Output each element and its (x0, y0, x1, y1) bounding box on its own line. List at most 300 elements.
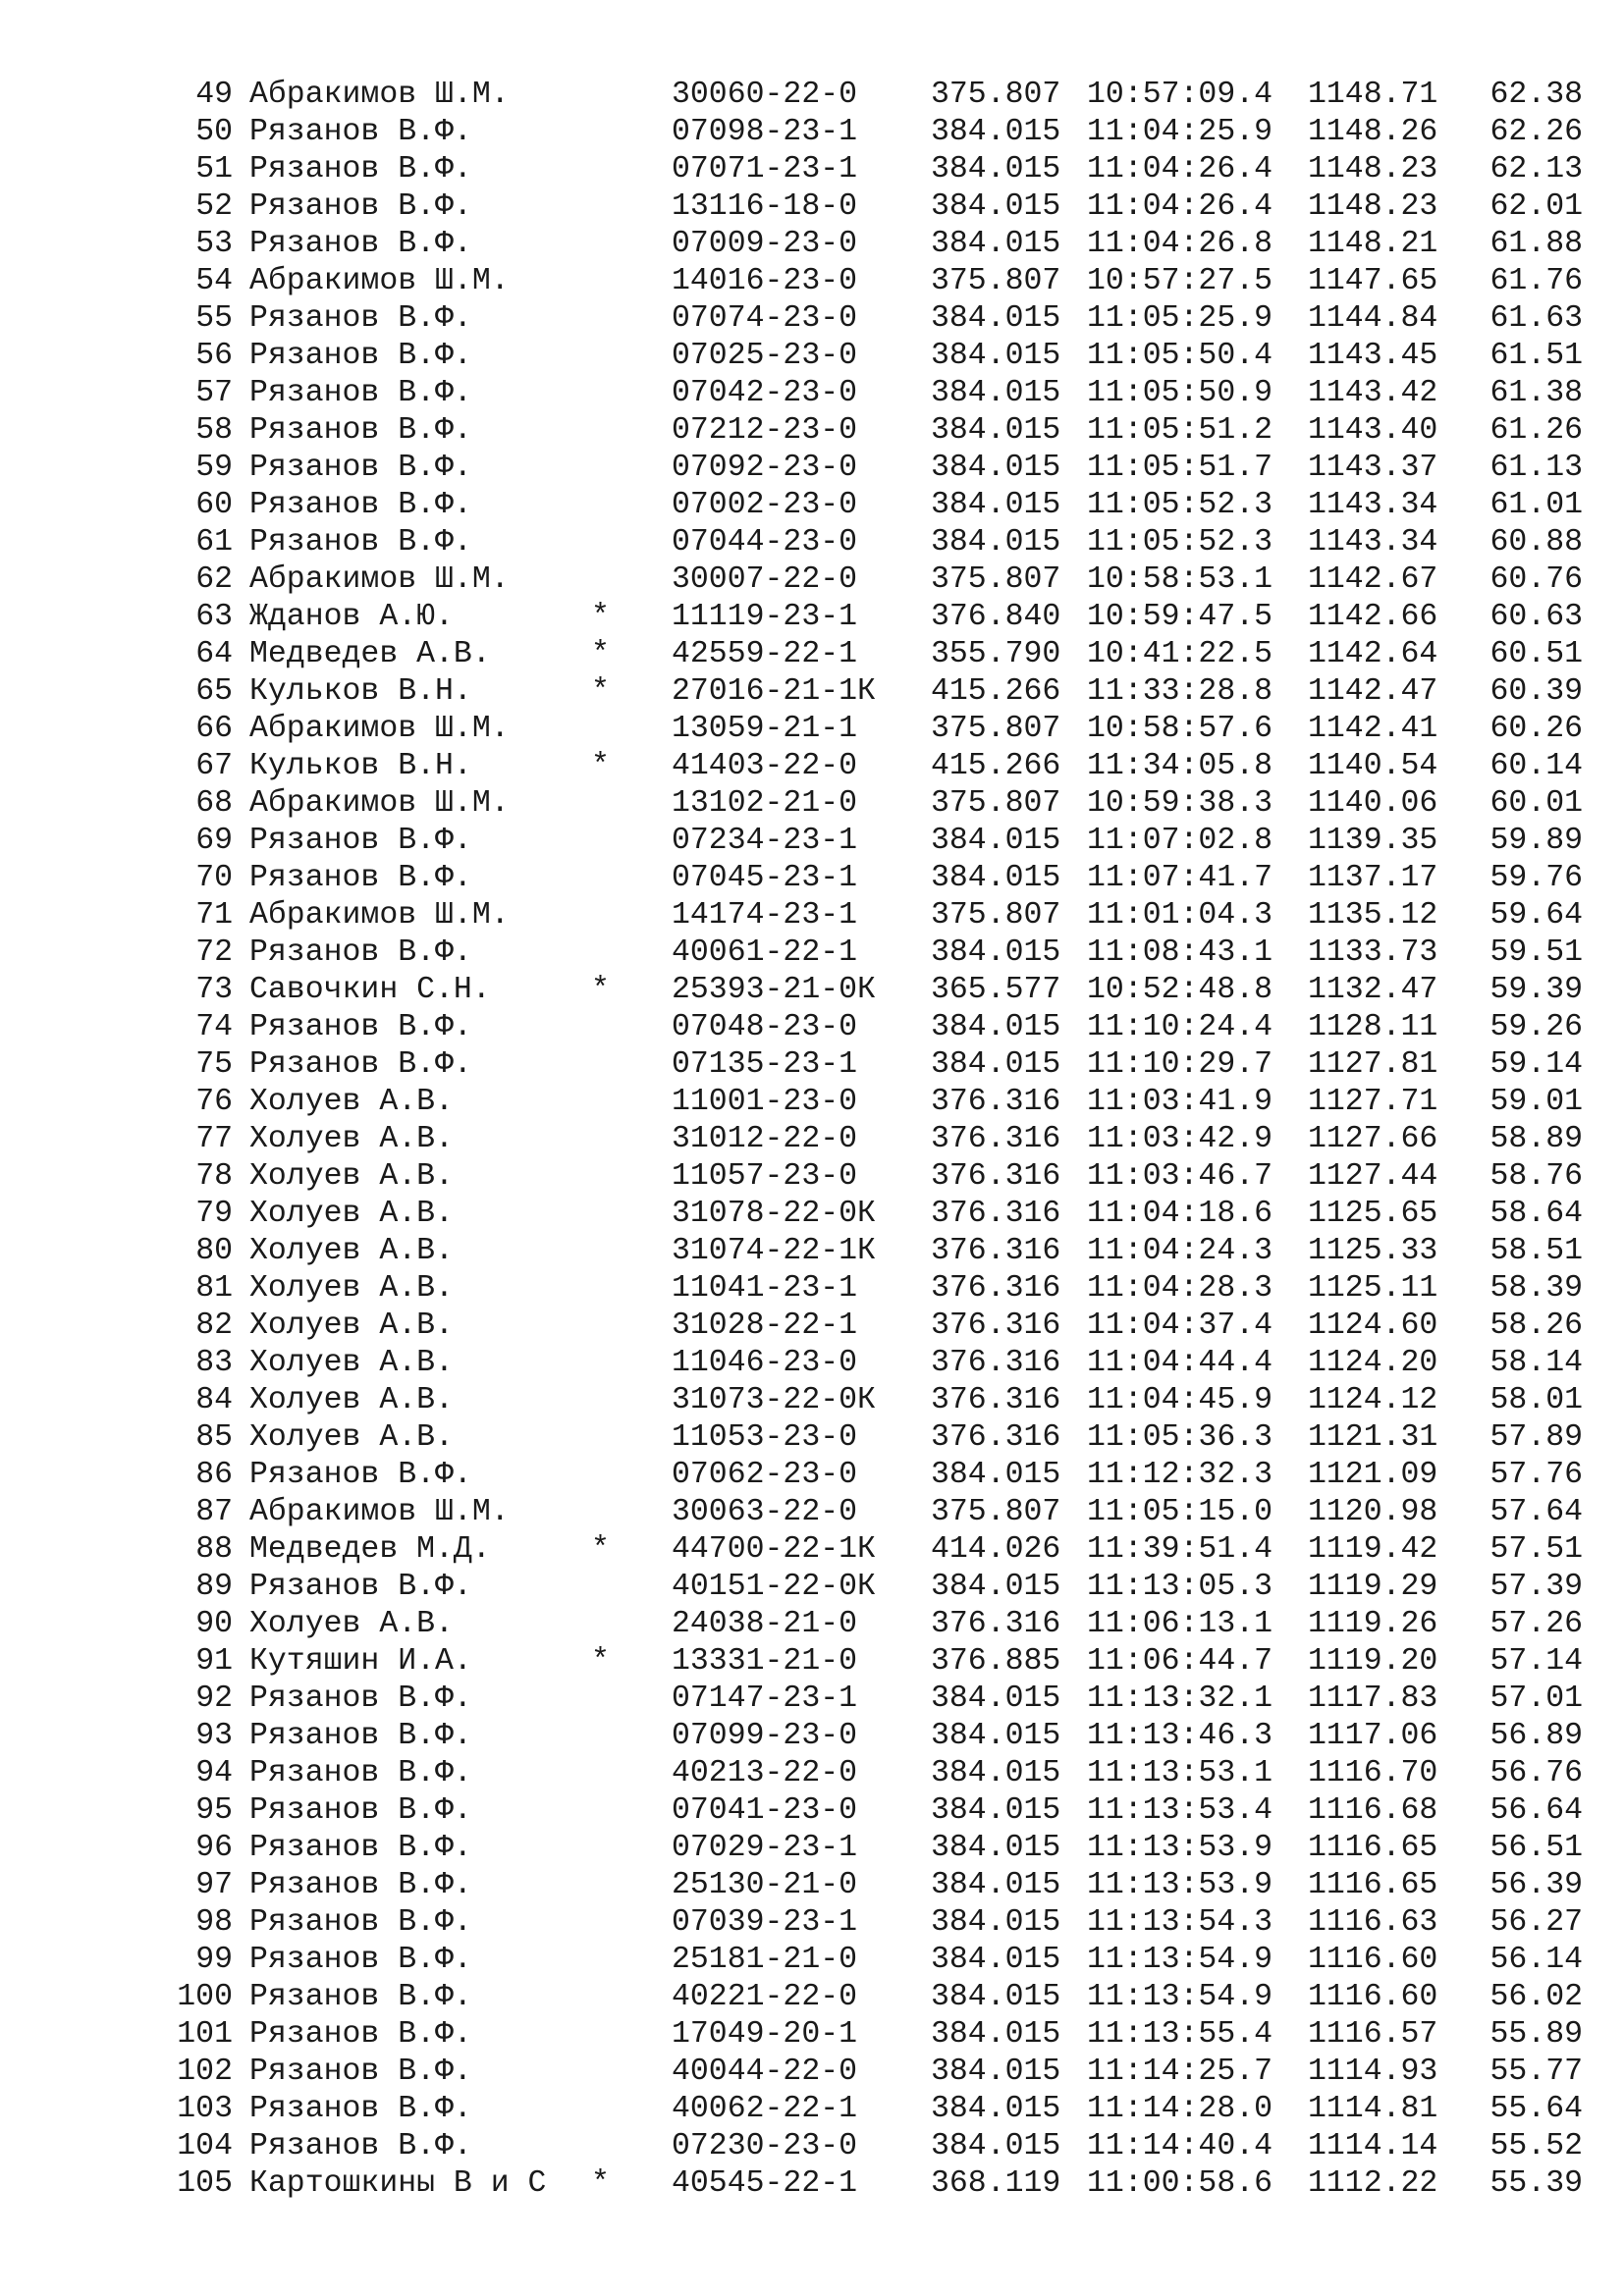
score-value: 62.26 (1489, 115, 1583, 149)
owner-name: Рязанов В.Ф. (249, 1458, 472, 1492)
distance-km: 384.015 (931, 1905, 1061, 1940)
ring-number: 07025-23-0 (672, 339, 858, 373)
place-number: 88 (195, 1532, 233, 1567)
arrival-time: 11:12:32.3 (1087, 1458, 1273, 1492)
speed-value: 1148.23 (1308, 152, 1438, 187)
distance-km: 376.316 (931, 1122, 1061, 1156)
score-value: 56.76 (1489, 1756, 1583, 1790)
speed-value: 1142.66 (1308, 600, 1438, 634)
place-number: 61 (195, 525, 233, 560)
ring-number: 14174-23-1 (672, 898, 858, 933)
arrival-time: 11:04:25.9 (1087, 115, 1273, 149)
ring-number: 25130-21-0 (672, 1868, 858, 1902)
arrival-time: 11:04:24.3 (1087, 1234, 1273, 1268)
speed-value: 1127.81 (1308, 1047, 1438, 1082)
arrival-time: 11:34:05.8 (1087, 749, 1273, 783)
arrival-time: 10:57:27.5 (1087, 264, 1273, 298)
speed-value: 1143.37 (1308, 451, 1438, 485)
place-number: 53 (195, 227, 233, 261)
distance-km: 415.266 (931, 749, 1061, 783)
owner-name: Рязанов В.Ф. (249, 1756, 472, 1790)
speed-value: 1114.93 (1308, 2055, 1438, 2089)
place-number: 86 (195, 1458, 233, 1492)
arrival-time: 11:04:18.6 (1087, 1197, 1273, 1231)
score-value: 58.01 (1489, 1383, 1583, 1417)
score-value: 61.76 (1489, 264, 1583, 298)
score-value: 61.88 (1489, 227, 1583, 261)
ring-number: 40221-22-0 (672, 1980, 858, 2014)
owner-name: Холуев А.В. (249, 1159, 454, 1194)
arrival-time: 10:59:38.3 (1087, 786, 1273, 821)
speed-value: 1142.41 (1308, 712, 1438, 746)
speed-value: 1132.47 (1308, 973, 1438, 1007)
distance-km: 384.015 (931, 339, 1061, 373)
place-number: 89 (195, 1570, 233, 1604)
place-number: 79 (195, 1197, 233, 1231)
place-number: 85 (195, 1420, 233, 1455)
ring-number: 07071-23-1 (672, 152, 858, 187)
place-number: 72 (195, 935, 233, 970)
score-value: 56.27 (1489, 1905, 1583, 1940)
distance-km: 375.807 (931, 562, 1061, 597)
arrival-time: 11:13:54.9 (1087, 1980, 1273, 2014)
arrival-time: 11:05:52.3 (1087, 525, 1273, 560)
ring-number: 07234-23-1 (672, 824, 858, 858)
ring-number: 07147-23-1 (672, 1682, 858, 1716)
arrival-time: 10:58:57.6 (1087, 712, 1273, 746)
distance-km: 384.015 (931, 1831, 1061, 1865)
place-number: 70 (195, 861, 233, 895)
owner-name: Рязанов В.Ф. (249, 2129, 472, 2163)
arrival-time: 11:13:55.4 (1087, 2017, 1273, 2052)
owner-name: Абракимов Ш.М. (249, 264, 510, 298)
owner-name: Абракимов Ш.М. (249, 562, 510, 597)
place-number: 66 (195, 712, 233, 746)
distance-km: 384.015 (931, 1458, 1061, 1492)
arrival-time: 11:05:52.3 (1087, 488, 1273, 522)
mark-asterisk: * (591, 674, 610, 709)
distance-km: 375.807 (931, 712, 1061, 746)
speed-value: 1114.14 (1308, 2129, 1438, 2163)
speed-value: 1116.70 (1308, 1756, 1438, 1790)
distance-km: 355.790 (931, 637, 1061, 671)
distance-km: 365.577 (931, 973, 1061, 1007)
place-number: 76 (195, 1085, 233, 1119)
owner-name: Рязанов В.Ф. (249, 1980, 472, 2014)
speed-value: 1121.31 (1308, 1420, 1438, 1455)
speed-value: 1139.35 (1308, 824, 1438, 858)
speed-value: 1117.06 (1308, 1719, 1438, 1753)
place-number: 50 (195, 115, 233, 149)
ring-number: 07042-23-0 (672, 376, 858, 410)
ring-number: 31028-22-1 (672, 1308, 858, 1343)
owner-name: Рязанов В.Ф. (249, 935, 472, 970)
arrival-time: 11:14:28.0 (1087, 2092, 1273, 2126)
owner-name: Холуев А.В. (249, 1085, 454, 1119)
score-value: 57.76 (1489, 1458, 1583, 1492)
ring-number: 13102-21-0 (672, 786, 858, 821)
place-number: 99 (195, 1943, 233, 1977)
ring-number: 40061-22-1 (672, 935, 858, 970)
place-number: 103 (177, 2092, 233, 2126)
speed-value: 1119.29 (1308, 1570, 1438, 1604)
owner-name: Картошкины В и С (249, 2166, 547, 2201)
owner-name: Холуев А.В. (249, 1308, 454, 1343)
score-value: 58.39 (1489, 1271, 1583, 1306)
ring-number: 13059-21-1 (672, 712, 858, 746)
arrival-time: 11:07:41.7 (1087, 861, 1273, 895)
arrival-time: 11:10:29.7 (1087, 1047, 1273, 1082)
score-value: 56.39 (1489, 1868, 1583, 1902)
score-value: 57.14 (1489, 1644, 1583, 1679)
place-number: 94 (195, 1756, 233, 1790)
owner-name: Рязанов В.Ф. (249, 1047, 472, 1082)
place-number: 69 (195, 824, 233, 858)
arrival-time: 11:05:51.2 (1087, 413, 1273, 448)
score-value: 60.51 (1489, 637, 1583, 671)
distance-km: 375.807 (931, 1495, 1061, 1529)
score-value: 57.64 (1489, 1495, 1583, 1529)
ring-number: 07048-23-0 (672, 1010, 858, 1044)
ring-number: 07230-23-0 (672, 2129, 858, 2163)
score-value: 58.89 (1489, 1122, 1583, 1156)
place-number: 102 (177, 2055, 233, 2089)
ring-number: 31078-22-0К (672, 1197, 876, 1231)
score-value: 61.38 (1489, 376, 1583, 410)
distance-km: 376.316 (931, 1420, 1061, 1455)
distance-km: 384.015 (931, 413, 1061, 448)
score-value: 57.51 (1489, 1532, 1583, 1567)
score-value: 58.51 (1489, 1234, 1583, 1268)
ring-number: 25393-21-0К (672, 973, 876, 1007)
speed-value: 1116.68 (1308, 1793, 1438, 1828)
place-number: 81 (195, 1271, 233, 1306)
distance-km: 384.015 (931, 376, 1061, 410)
distance-km: 384.015 (931, 115, 1061, 149)
arrival-time: 11:05:36.3 (1087, 1420, 1273, 1455)
distance-km: 384.015 (931, 1719, 1061, 1753)
score-value: 58.14 (1489, 1346, 1583, 1380)
speed-value: 1124.20 (1308, 1346, 1438, 1380)
speed-value: 1112.22 (1308, 2166, 1438, 2201)
arrival-time: 11:03:46.7 (1087, 1159, 1273, 1194)
score-value: 57.39 (1489, 1570, 1583, 1604)
score-value: 61.63 (1489, 301, 1583, 336)
place-number: 68 (195, 786, 233, 821)
owner-name: Холуев А.В. (249, 1271, 454, 1306)
arrival-time: 11:00:58.6 (1087, 2166, 1273, 2201)
place-number: 78 (195, 1159, 233, 1194)
owner-name: Медведев А.В. (249, 637, 491, 671)
owner-name: Холуев А.В. (249, 1234, 454, 1268)
owner-name: Кульков В.Н. (249, 749, 472, 783)
place-number: 65 (195, 674, 233, 709)
speed-value: 1144.84 (1308, 301, 1438, 336)
owner-name: Рязанов В.Ф. (249, 861, 472, 895)
owner-name: Рязанов В.Ф. (249, 451, 472, 485)
ring-number: 13331-21-0 (672, 1644, 858, 1679)
distance-km: 384.015 (931, 2055, 1061, 2089)
distance-km: 384.015 (931, 824, 1061, 858)
score-value: 58.26 (1489, 1308, 1583, 1343)
score-value: 59.14 (1489, 1047, 1583, 1082)
arrival-time: 11:13:53.9 (1087, 1868, 1273, 1902)
mark-asterisk: * (591, 2166, 610, 2201)
ring-number: 27016-21-1К (672, 674, 876, 709)
distance-km: 384.015 (931, 451, 1061, 485)
speed-value: 1125.33 (1308, 1234, 1438, 1268)
distance-km: 384.015 (931, 1047, 1061, 1082)
speed-value: 1116.60 (1308, 1943, 1438, 1977)
speed-value: 1127.71 (1308, 1085, 1438, 1119)
speed-value: 1147.65 (1308, 264, 1438, 298)
score-value: 59.39 (1489, 973, 1583, 1007)
owner-name: Кульков В.Н. (249, 674, 472, 709)
distance-km: 376.316 (931, 1234, 1061, 1268)
distance-km: 376.316 (931, 1308, 1061, 1343)
ring-number: 11041-23-1 (672, 1271, 858, 1306)
score-value: 56.89 (1489, 1719, 1583, 1753)
ring-number: 07212-23-0 (672, 413, 858, 448)
arrival-time: 11:14:25.7 (1087, 2055, 1273, 2089)
ring-number: 30060-22-0 (672, 78, 858, 112)
ring-number: 14016-23-0 (672, 264, 858, 298)
ring-number: 40151-22-0К (672, 1570, 876, 1604)
arrival-time: 11:13:54.3 (1087, 1905, 1273, 1940)
distance-km: 384.015 (931, 152, 1061, 187)
speed-value: 1142.64 (1308, 637, 1438, 671)
owner-name: Медведев М.Д. (249, 1532, 491, 1567)
place-number: 75 (195, 1047, 233, 1082)
owner-name: Рязанов В.Ф. (249, 301, 472, 336)
distance-km: 384.015 (931, 1980, 1061, 2014)
owner-name: Рязанов В.Ф. (249, 1793, 472, 1828)
arrival-time: 11:06:13.1 (1087, 1607, 1273, 1641)
ring-number: 42559-22-1 (672, 637, 858, 671)
score-value: 62.13 (1489, 152, 1583, 187)
owner-name: Рязанов В.Ф. (249, 413, 472, 448)
score-value: 62.01 (1489, 189, 1583, 224)
ring-number: 07045-23-1 (672, 861, 858, 895)
score-value: 56.14 (1489, 1943, 1583, 1977)
arrival-time: 11:13:53.4 (1087, 1793, 1273, 1828)
distance-km: 384.015 (931, 1570, 1061, 1604)
score-value: 59.64 (1489, 898, 1583, 933)
score-value: 55.52 (1489, 2129, 1583, 2163)
mark-asterisk: * (591, 973, 610, 1007)
place-number: 93 (195, 1719, 233, 1753)
ring-number: 07135-23-1 (672, 1047, 858, 1082)
distance-km: 376.885 (931, 1644, 1061, 1679)
speed-value: 1143.34 (1308, 488, 1438, 522)
speed-value: 1116.65 (1308, 1831, 1438, 1865)
owner-name: Рязанов В.Ф. (249, 1570, 472, 1604)
ring-number: 07062-23-0 (672, 1458, 858, 1492)
owner-name: Рязанов В.Ф. (249, 1682, 472, 1716)
place-number: 74 (195, 1010, 233, 1044)
place-number: 52 (195, 189, 233, 224)
speed-value: 1148.23 (1308, 189, 1438, 224)
mark-asterisk: * (591, 1532, 610, 1567)
distance-km: 375.807 (931, 78, 1061, 112)
owner-name: Холуев А.В. (249, 1420, 454, 1455)
ring-number: 07039-23-1 (672, 1905, 858, 1940)
place-number: 58 (195, 413, 233, 448)
mark-asterisk: * (591, 1644, 610, 1679)
speed-value: 1125.65 (1308, 1197, 1438, 1231)
arrival-time: 11:10:24.4 (1087, 1010, 1273, 1044)
score-value: 59.01 (1489, 1085, 1583, 1119)
owner-name: Холуев А.В. (249, 1346, 454, 1380)
mark-asterisk: * (591, 749, 610, 783)
place-number: 80 (195, 1234, 233, 1268)
speed-value: 1120.98 (1308, 1495, 1438, 1529)
score-value: 62.38 (1489, 78, 1583, 112)
distance-km: 384.015 (931, 1682, 1061, 1716)
distance-km: 384.015 (931, 1756, 1061, 1790)
arrival-time: 11:13:53.1 (1087, 1756, 1273, 1790)
distance-km: 376.840 (931, 600, 1061, 634)
arrival-time: 11:39:51.4 (1087, 1532, 1273, 1567)
arrival-time: 11:04:26.4 (1087, 152, 1273, 187)
speed-value: 1135.12 (1308, 898, 1438, 933)
ring-number: 40213-22-0 (672, 1756, 858, 1790)
score-value: 59.26 (1489, 1010, 1583, 1044)
score-value: 59.51 (1489, 935, 1583, 970)
ring-number: 11057-23-0 (672, 1159, 858, 1194)
owner-name: Рязанов В.Ф. (249, 1868, 472, 1902)
score-value: 61.26 (1489, 413, 1583, 448)
arrival-time: 11:13:05.3 (1087, 1570, 1273, 1604)
owner-name: Рязанов В.Ф. (249, 1905, 472, 1940)
owner-name: Абракимов Ш.М. (249, 898, 510, 933)
owner-name: Абракимов Ш.М. (249, 712, 510, 746)
score-value: 55.89 (1489, 2017, 1583, 2052)
speed-value: 1124.12 (1308, 1383, 1438, 1417)
speed-value: 1143.40 (1308, 413, 1438, 448)
score-value: 58.64 (1489, 1197, 1583, 1231)
score-value: 55.64 (1489, 2092, 1583, 2126)
score-value: 57.01 (1489, 1682, 1583, 1716)
distance-km: 384.015 (931, 301, 1061, 336)
distance-km: 376.316 (931, 1271, 1061, 1306)
ring-number: 31012-22-0 (672, 1122, 858, 1156)
place-number: 51 (195, 152, 233, 187)
speed-value: 1148.21 (1308, 227, 1438, 261)
speed-value: 1119.20 (1308, 1644, 1438, 1679)
ring-number: 31074-22-1К (672, 1234, 876, 1268)
ring-number: 31073-22-0К (672, 1383, 876, 1417)
speed-value: 1143.45 (1308, 339, 1438, 373)
place-number: 105 (177, 2166, 233, 2201)
arrival-time: 10:59:47.5 (1087, 600, 1273, 634)
speed-value: 1116.63 (1308, 1905, 1438, 1940)
speed-value: 1116.57 (1308, 2017, 1438, 2052)
ring-number: 11046-23-0 (672, 1346, 858, 1380)
owner-name: Рязанов В.Ф. (249, 824, 472, 858)
arrival-time: 11:05:50.9 (1087, 376, 1273, 410)
arrival-time: 11:07:02.8 (1087, 824, 1273, 858)
place-number: 97 (195, 1868, 233, 1902)
score-value: 55.77 (1489, 2055, 1583, 2089)
distance-km: 384.015 (931, 189, 1061, 224)
score-value: 59.89 (1489, 824, 1583, 858)
place-number: 82 (195, 1308, 233, 1343)
speed-value: 1148.71 (1308, 78, 1438, 112)
ring-number: 07099-23-0 (672, 1719, 858, 1753)
owner-name: Рязанов В.Ф. (249, 152, 472, 187)
arrival-time: 11:04:26.8 (1087, 227, 1273, 261)
score-value: 60.14 (1489, 749, 1583, 783)
owner-name: Холуев А.В. (249, 1383, 454, 1417)
speed-value: 1148.26 (1308, 115, 1438, 149)
speed-value: 1133.73 (1308, 935, 1438, 970)
speed-value: 1114.81 (1308, 2092, 1438, 2126)
distance-km: 384.015 (931, 1943, 1061, 1977)
distance-km: 368.119 (931, 2166, 1061, 2201)
speed-value: 1125.11 (1308, 1271, 1438, 1306)
distance-km: 375.807 (931, 786, 1061, 821)
arrival-time: 11:03:41.9 (1087, 1085, 1273, 1119)
arrival-time: 11:01:04.3 (1087, 898, 1273, 933)
arrival-time: 11:33:28.8 (1087, 674, 1273, 709)
place-number: 63 (195, 600, 233, 634)
place-number: 83 (195, 1346, 233, 1380)
arrival-time: 11:05:15.0 (1087, 1495, 1273, 1529)
score-value: 61.01 (1489, 488, 1583, 522)
ring-number: 41403-22-0 (672, 749, 858, 783)
arrival-time: 11:04:26.4 (1087, 189, 1273, 224)
speed-value: 1127.66 (1308, 1122, 1438, 1156)
place-number: 77 (195, 1122, 233, 1156)
place-number: 73 (195, 973, 233, 1007)
distance-km: 376.316 (931, 1197, 1061, 1231)
owner-name: Рязанов В.Ф. (249, 1719, 472, 1753)
arrival-time: 10:52:48.8 (1087, 973, 1273, 1007)
place-number: 87 (195, 1495, 233, 1529)
place-number: 92 (195, 1682, 233, 1716)
speed-value: 1142.47 (1308, 674, 1438, 709)
arrival-time: 11:05:50.4 (1087, 339, 1273, 373)
place-number: 90 (195, 1607, 233, 1641)
owner-name: Рязанов В.Ф. (249, 488, 472, 522)
place-number: 67 (195, 749, 233, 783)
arrival-time: 11:04:44.4 (1087, 1346, 1273, 1380)
ring-number: 30007-22-0 (672, 562, 858, 597)
arrival-time: 10:57:09.4 (1087, 78, 1273, 112)
score-value: 60.39 (1489, 674, 1583, 709)
owner-name: Рязанов В.Ф. (249, 376, 472, 410)
distance-km: 376.316 (931, 1383, 1061, 1417)
arrival-time: 11:04:37.4 (1087, 1308, 1273, 1343)
distance-km: 376.316 (931, 1085, 1061, 1119)
place-number: 56 (195, 339, 233, 373)
arrival-time: 11:13:32.1 (1087, 1682, 1273, 1716)
place-number: 91 (195, 1644, 233, 1679)
place-number: 60 (195, 488, 233, 522)
speed-value: 1119.26 (1308, 1607, 1438, 1641)
arrival-time: 10:41:22.5 (1087, 637, 1273, 671)
distance-km: 415.266 (931, 674, 1061, 709)
ring-number: 25181-21-0 (672, 1943, 858, 1977)
distance-km: 384.015 (931, 1010, 1061, 1044)
owner-name: Рязанов В.Ф. (249, 2017, 472, 2052)
speed-value: 1142.67 (1308, 562, 1438, 597)
arrival-time: 11:08:43.1 (1087, 935, 1273, 970)
mark-asterisk: * (591, 637, 610, 671)
score-value: 61.13 (1489, 451, 1583, 485)
distance-km: 376.316 (931, 1607, 1061, 1641)
